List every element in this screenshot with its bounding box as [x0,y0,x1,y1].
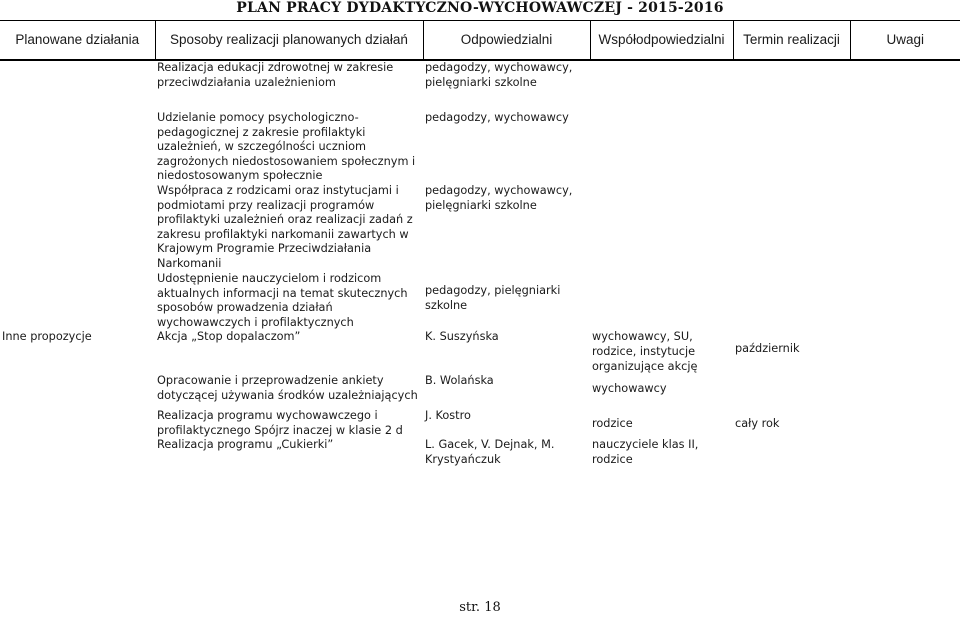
cell-term [733,184,850,272]
column-header-methods: Sposoby realizacji planowanych działań [155,21,423,61]
cell-method: Realizacja programu „Cukierki” [157,438,334,452]
cell-responsible: B. Wolańska [425,374,494,388]
cell-planned [0,272,155,330]
table-header-row [0,21,960,61]
cell-planned [0,409,155,438]
cell-co-responsible [590,111,733,184]
column-header-notes: Uwagi [850,21,960,61]
cell-method: Opracowanie i przeprowadzenie ankiety dotyczącej używania środków uzależniających [157,374,418,402]
cell-co-responsible [590,409,733,438]
co-responsible-text: wychowawcy [592,382,667,396]
cell-planned [0,374,155,409]
cell-responsible: pedagodzy, wychowawcy, pielęgniarki szkolne [425,183,573,212]
table-row [0,438,960,476]
cell-responsible: L. Gacek, V. Dejnak, M. Krystyańczuk [425,438,555,466]
column-header-responsible: Odpowiedzialni [423,21,590,61]
cell-co-responsible [590,374,733,409]
cell-notes [850,60,960,111]
plan-table [0,20,960,476]
cell-responsible [423,272,590,330]
cell-term [733,60,850,111]
cell-planned: Inne propozycje [2,330,92,344]
cell-method: Realizacja edukacji zdrowotnej w zakresie przeciwdziałania uzależnieniom [157,61,394,89]
term-text: cały rok [735,417,780,431]
table-row [0,409,960,438]
cell-responsible: pedagodzy, wychowawcy, pielęgniarki szkolne [425,61,573,89]
cell-method [155,272,423,330]
column-header-co-responsible: Współodpowiedzialni [590,21,733,61]
cell-method: Współpraca z rodzicami oraz instytucjami i podmiotami przy realizacji programów profilaktyki uzależnień oraz realizacji zadań z zakresu profilaktyki narkomanii zawartych w Krajowym Programie Przeciwdziałania Narkomanii [157,183,413,270]
term-text: październik [735,342,800,356]
cell-notes [850,374,960,409]
cell-term [733,438,850,476]
co-responsible-text: rodzice [592,417,633,431]
cell-term [733,374,850,409]
method-text: Udostępnienie nauczycielom i rodzicom aktualnych informacji na temat skutecznych sposobów prowadzenia działań wychowawczych i profilaktycznych [157,271,408,329]
table-row [0,184,960,272]
column-header-planned: Planowane działania [0,21,155,61]
cell-method: Realizacja programu wychowawczego i profilaktycznego Spójrz inaczej w klasie 2 d [157,409,403,437]
cell-co-responsible: wychowawcy, SU, rodzice, instytucje organizujące akcję [592,330,698,373]
cell-term [733,409,850,438]
cell-responsible: pedagodzy, wychowawcy [425,111,569,124]
cell-notes [850,272,960,330]
column-header-term: Termin realizacji [733,21,850,61]
cell-method: Udzielanie pomocy psychologiczno-pedagogicznej z zakresie profilaktyki uzależnień, w szczególności uczniom zagrożonych niedostosowaniem społecznym i niedostosowanym społecznie [157,111,416,183]
table-row [0,111,960,184]
cell-co-responsible [590,184,733,272]
cell-method: Akcja „Stop dopalaczom” [157,330,301,344]
cell-co-responsible: nauczyciele klas II, rodzice [592,438,699,466]
cell-planned [0,60,155,111]
cell-notes [850,330,960,374]
document-title: PLAN PRACY DYDAKTYCZNO-WYCHOWAWCZEJ - 2015-2016 [236,0,724,16]
cell-responsible: K. Suszyńska [425,330,499,344]
cell-co-responsible [590,60,733,111]
cell-notes [850,438,960,476]
table-row [0,374,960,409]
cell-notes [850,111,960,184]
cell-term [733,330,850,374]
cell-term [733,272,850,330]
cell-notes [850,184,960,272]
table-row [0,330,960,374]
table-row [0,272,960,330]
cell-notes [850,409,960,438]
table-row [0,60,960,111]
cell-planned [0,184,155,272]
cell-responsible: J. Kostro [425,409,471,423]
responsible-text: pedagodzy, pielęgniarki szkolne [425,283,561,312]
cell-co-responsible [590,272,733,330]
cell-planned [0,111,155,184]
cell-planned [0,438,155,476]
page-number: str. 18 [459,600,501,615]
cell-term [733,111,850,184]
